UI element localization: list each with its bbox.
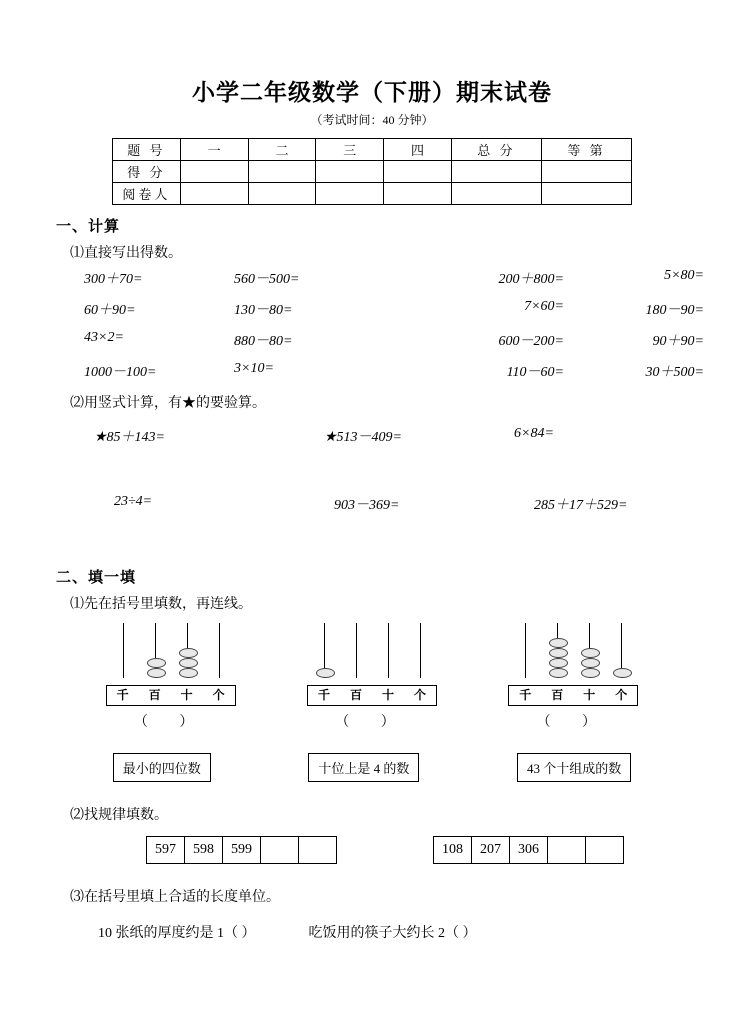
section-one-item-two: ⑵用竖式计算，有★的要验算。 [70, 396, 266, 411]
oral-calculation-grid [84, 268, 704, 381]
abacus-label: 百 [551, 688, 564, 702]
score-table-cell[interactable] [248, 183, 316, 205]
abacus-icon [107, 623, 235, 685]
abacus-label: 千 [519, 688, 532, 702]
abacus-icon [509, 623, 637, 685]
answer-parenthesis[interactable]: （ ） [133, 715, 208, 730]
oral-row [84, 330, 704, 350]
pattern-row [56, 836, 688, 864]
vertical-problem: 285＋17＋529= [534, 498, 628, 513]
score-table-cell[interactable] [541, 183, 631, 205]
section-two-title: 二、填一填 [56, 570, 137, 586]
match-labels-row [56, 753, 688, 782]
table-row [113, 183, 632, 205]
abacus-group-3 [488, 623, 658, 731]
score-table-row-header: 题 号 [113, 139, 181, 161]
oral-problem: 43×2= [84, 330, 124, 345]
oral-problem: 110－60= [506, 365, 564, 380]
table-row [113, 161, 632, 183]
score-table [112, 138, 632, 205]
oral-problem: 60＋90= [84, 303, 136, 318]
answer-parenthesis[interactable]: （ ） [536, 715, 611, 730]
score-table-cell: 总 分 [451, 139, 541, 161]
unit-question-two[interactable]: 吃饭用的筷子大约长 2（ ） [308, 926, 477, 941]
abacus-icon [308, 623, 436, 685]
oral-problem: 7×60= [524, 299, 564, 314]
answer-parenthesis[interactable]: （ ） [335, 715, 409, 730]
score-table-cell[interactable] [384, 183, 452, 205]
abacus-label: 千 [116, 688, 129, 702]
abacus-group-1 [86, 623, 256, 731]
oral-problem: 5×80= [664, 268, 704, 283]
oral-problem: 1000－100= [84, 365, 157, 380]
vertical-problem: 23÷4= [114, 494, 153, 509]
pattern-cell-blank[interactable] [586, 837, 624, 864]
match-label-box[interactable]: 十位上是 4 的数 [308, 753, 419, 782]
page-title: 小学二年级数学（下册）期末试卷 [192, 80, 552, 105]
abacus-label: 千 [317, 688, 330, 702]
abacus-base-labels [307, 685, 437, 706]
oral-problem: 600－200= [498, 334, 564, 349]
pattern-cell-blank[interactable] [261, 837, 299, 864]
section-two-item-two: ⑵找规律填数。 [70, 808, 168, 823]
table-row [434, 837, 624, 864]
pattern-cell-blank[interactable] [548, 837, 586, 864]
pattern-cell: 599 [223, 837, 261, 864]
score-table-cell[interactable] [316, 183, 384, 205]
pattern-cell: 306 [510, 837, 548, 864]
score-table-cell[interactable] [451, 161, 541, 183]
score-table-cell[interactable] [316, 161, 384, 183]
pattern-cell: 207 [472, 837, 510, 864]
abacus-label: 个 [212, 688, 225, 702]
score-table-cell: 等 第 [541, 139, 631, 161]
score-table-cell[interactable] [541, 161, 631, 183]
exam-subtitle: （考试时间：40 分钟） [310, 113, 434, 127]
pattern-cell-blank[interactable] [299, 837, 337, 864]
oral-problem: 3×10= [234, 361, 274, 376]
oral-problem: 880－80= [234, 334, 293, 349]
score-table-cell: 一 [180, 139, 248, 161]
unit-questions-row [98, 922, 688, 942]
abacus-group-2 [287, 623, 457, 731]
score-table-row-header: 阅卷人 [113, 183, 181, 205]
score-table-cell[interactable] [384, 161, 452, 183]
pattern-table-left [146, 836, 337, 864]
vertical-calc-row-one [94, 426, 714, 446]
oral-row [84, 361, 704, 381]
oral-row [84, 299, 704, 319]
oral-row [84, 268, 704, 288]
section-two [56, 566, 688, 942]
oral-problem: 200＋800= [498, 272, 564, 287]
oral-problem: 90＋90= [652, 334, 704, 349]
abacus-label: 个 [413, 688, 426, 702]
table-row [147, 837, 337, 864]
table-row [113, 139, 632, 161]
abacus-label: 十 [381, 688, 394, 702]
score-table-cell[interactable] [451, 183, 541, 205]
abacus-label: 百 [349, 688, 362, 702]
pattern-table-right [433, 836, 624, 864]
score-table-cell: 三 [316, 139, 384, 161]
pattern-cell: 108 [434, 837, 472, 864]
score-table-cell[interactable] [180, 183, 248, 205]
spacer [337, 836, 433, 864]
oral-problem: 560－500= [234, 272, 300, 287]
abacus-row [56, 623, 688, 731]
score-table-cell: 四 [384, 139, 452, 161]
score-table-cell: 二 [248, 139, 316, 161]
section-two-item-one: ⑴先在括号里填数，再连线。 [70, 597, 252, 612]
vertical-problem: ★85＋143= [94, 430, 165, 445]
score-table-row-header: 得 分 [113, 161, 181, 183]
vertical-problem: 6×84= [514, 426, 554, 441]
oral-problem: 30＋500= [645, 365, 704, 380]
unit-question-one[interactable]: 10 张纸的厚度约是 1（ ） [98, 926, 256, 941]
oral-problem: 180－90= [645, 303, 704, 318]
pattern-cell: 598 [185, 837, 223, 864]
pattern-cell: 597 [147, 837, 185, 864]
oral-problem: 130－80= [234, 303, 293, 318]
oral-problem: 300＋70= [84, 272, 143, 287]
vertical-calc-row-two [114, 494, 734, 514]
abacus-label: 十 [180, 688, 193, 702]
score-table-cell[interactable] [180, 161, 248, 183]
section-two-item-three: ⑶在括号里填上合适的长度单位。 [70, 890, 280, 905]
abacus-label: 百 [148, 688, 161, 702]
section-one-title: 一、计算 [56, 219, 121, 235]
score-table-cell[interactable] [248, 161, 316, 183]
section-one-item-one: ⑴直接写出得数。 [70, 246, 182, 261]
vertical-problem: ★513－409= [324, 430, 402, 445]
abacus-label: 十 [583, 688, 596, 702]
vertical-problem: 903－369= [334, 498, 400, 513]
abacus-label: 个 [615, 688, 628, 702]
match-label-box[interactable]: 最小的四位数 [113, 753, 211, 782]
match-label-box[interactable]: 43 个十组成的数 [517, 753, 631, 782]
abacus-base-labels [508, 685, 638, 706]
abacus-base-labels [106, 685, 236, 706]
